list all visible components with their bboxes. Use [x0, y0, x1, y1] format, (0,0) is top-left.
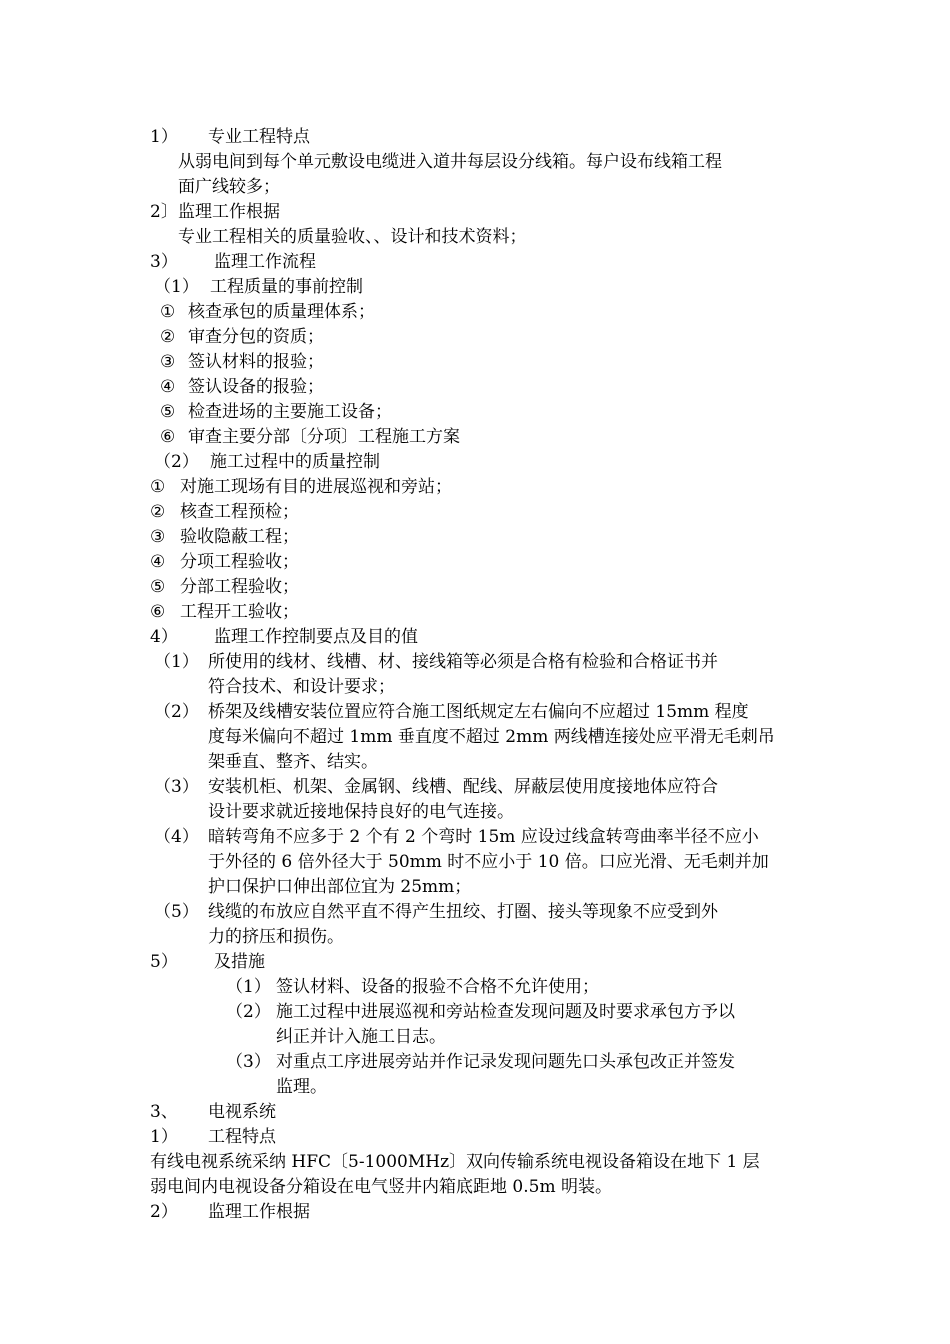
item-number: ① — [160, 302, 176, 322]
s1-title: 专业工程特点 — [208, 127, 310, 147]
s1-body-1: 从弱电间到每个单元敷设电缆进入道井每层设分线箱。每户设布线箱工程 — [178, 152, 722, 172]
s4-num: 4） — [150, 627, 178, 647]
item-number: （1） — [154, 652, 199, 672]
s5-num: 5） — [150, 952, 178, 972]
item-text: 施工过程中进展巡视和旁站检查发现问题及时要求承包方予以 — [276, 1002, 735, 1022]
item-number: ① — [150, 477, 166, 497]
tv-body-1: 有线电视系统采纳 HFC〔5-1000MHz〕双向传输系统电视设备箱设在地下 1 层 — [150, 1152, 760, 1172]
item-number: （2） — [154, 702, 199, 722]
item-text: 于外径的 6 倍外径大于 50mm 时不应小于 10 倍。口应光滑、无毛刺并加 — [208, 852, 769, 872]
item-number: ⑤ — [150, 577, 166, 597]
item-text: 架垂直、整齐、结实。 — [208, 752, 378, 772]
s3-sub1-num: （1） — [154, 277, 199, 297]
item-text: 监理。 — [276, 1077, 327, 1097]
item-text: 护口保护口伸出部位宜为 25mm； — [208, 877, 472, 897]
item-text: 符合技术、和设计要求； — [208, 677, 395, 697]
s3-sub2-title: 施工过程中的质量控制 — [210, 452, 380, 472]
tv-p1-num: 1） — [150, 1127, 178, 1147]
s2-title: 监理工作根据 — [178, 202, 280, 222]
item-number: ⑥ — [150, 602, 166, 622]
item-text: 审查主要分部〔分项〕工程施工方案 — [188, 427, 460, 447]
item-text: 线缆的布放应自然平直不得产生扭绞、打圈、接头等现象不应受到外 — [208, 902, 718, 922]
item-text: 签认设备的报验； — [188, 377, 324, 397]
item-number: （4） — [154, 827, 199, 847]
item-text: 设计要求就近接地保持良好的电气连接。 — [208, 802, 514, 822]
item-text: 桥架及线槽安装位置应符合施工图纸规定左右偏向不应超过 15mm 程度 — [208, 702, 749, 722]
s2-num: 2〕 — [150, 202, 178, 222]
item-text: 纠正并计入施工日志。 — [276, 1027, 446, 1047]
item-number: （5） — [154, 902, 199, 922]
item-text: 签认材料的报验； — [188, 352, 324, 372]
tv-body-2: 弱电间内电视设备分箱设在电气竖井内箱底距地 0.5m 明装。 — [150, 1177, 612, 1197]
item-text: 工程开工验收； — [180, 602, 299, 622]
item-number: ⑤ — [160, 402, 176, 422]
item-number: ③ — [150, 527, 166, 547]
item-number: ④ — [160, 377, 176, 397]
item-text: 对施工现场有目的进展巡视和旁站； — [180, 477, 452, 497]
item-number: （3） — [154, 777, 199, 797]
s3-sub1-title: 工程质量的事前控制 — [210, 277, 363, 297]
item-number: ② — [160, 327, 176, 347]
tv-p1-title: 工程特点 — [208, 1127, 276, 1147]
s3-num: 3） — [150, 252, 178, 272]
item-text: 核查工程预检； — [180, 502, 299, 522]
item-text: 检查进场的主要施工设备； — [188, 402, 392, 422]
item-text: 验收隐蔽工程； — [180, 527, 299, 547]
item-number: （2） — [226, 1002, 271, 1022]
item-text: 度每米偏向不超过 1mm 垂直度不超过 2mm 两线槽连接处应平滑无毛刺吊 — [208, 727, 775, 747]
item-text: 对重点工序进展旁站并作记录发现问题先口头承包改正并签发 — [276, 1052, 735, 1072]
item-text: 审查分包的资质； — [188, 327, 324, 347]
item-text: 分部工程验收； — [180, 577, 299, 597]
item-text: 核查承包的质量理体系； — [188, 302, 375, 322]
item-number: （1） — [226, 977, 271, 997]
tv-p2-num: 2） — [150, 1202, 178, 1222]
item-text: 所使用的线材、线槽、材、接线箱等必须是合格有检验和合格证书并 — [208, 652, 718, 672]
item-number: ④ — [150, 552, 166, 572]
s4-title: 监理工作控制要点及目的值 — [214, 627, 418, 647]
item-text: 力的挤压和损伤。 — [208, 927, 344, 947]
s5-title: 及措施 — [214, 952, 265, 972]
tv-num: 3、 — [150, 1102, 178, 1122]
s1-num: 1） — [150, 127, 178, 147]
tv-title: 电视系统 — [208, 1102, 276, 1122]
item-number: （3） — [226, 1052, 271, 1072]
item-number: ② — [150, 502, 166, 522]
item-text: 暗转弯角不应多于 2 个有 2 个弯时 15m 应设过线盒转弯曲率半径不应小 — [208, 827, 759, 847]
item-text: 安装机柜、机架、金属钢、线槽、配线、屏蔽层使用度接地体应符合 — [208, 777, 718, 797]
s3-sub2-num: （2） — [154, 452, 199, 472]
tv-p2-title: 监理工作根据 — [208, 1202, 310, 1222]
s2-body: 专业工程相关的质量验收、、设计和技术资料； — [178, 227, 527, 247]
s3-title: 监理工作流程 — [214, 252, 316, 272]
item-text: 分项工程验收； — [180, 552, 299, 572]
item-number: ⑥ — [160, 427, 176, 447]
s1-body-2: 面广线较多； — [178, 177, 280, 197]
item-text: 签认材料、设备的报验不合格不允许使用； — [276, 977, 599, 997]
item-number: ③ — [160, 352, 176, 372]
